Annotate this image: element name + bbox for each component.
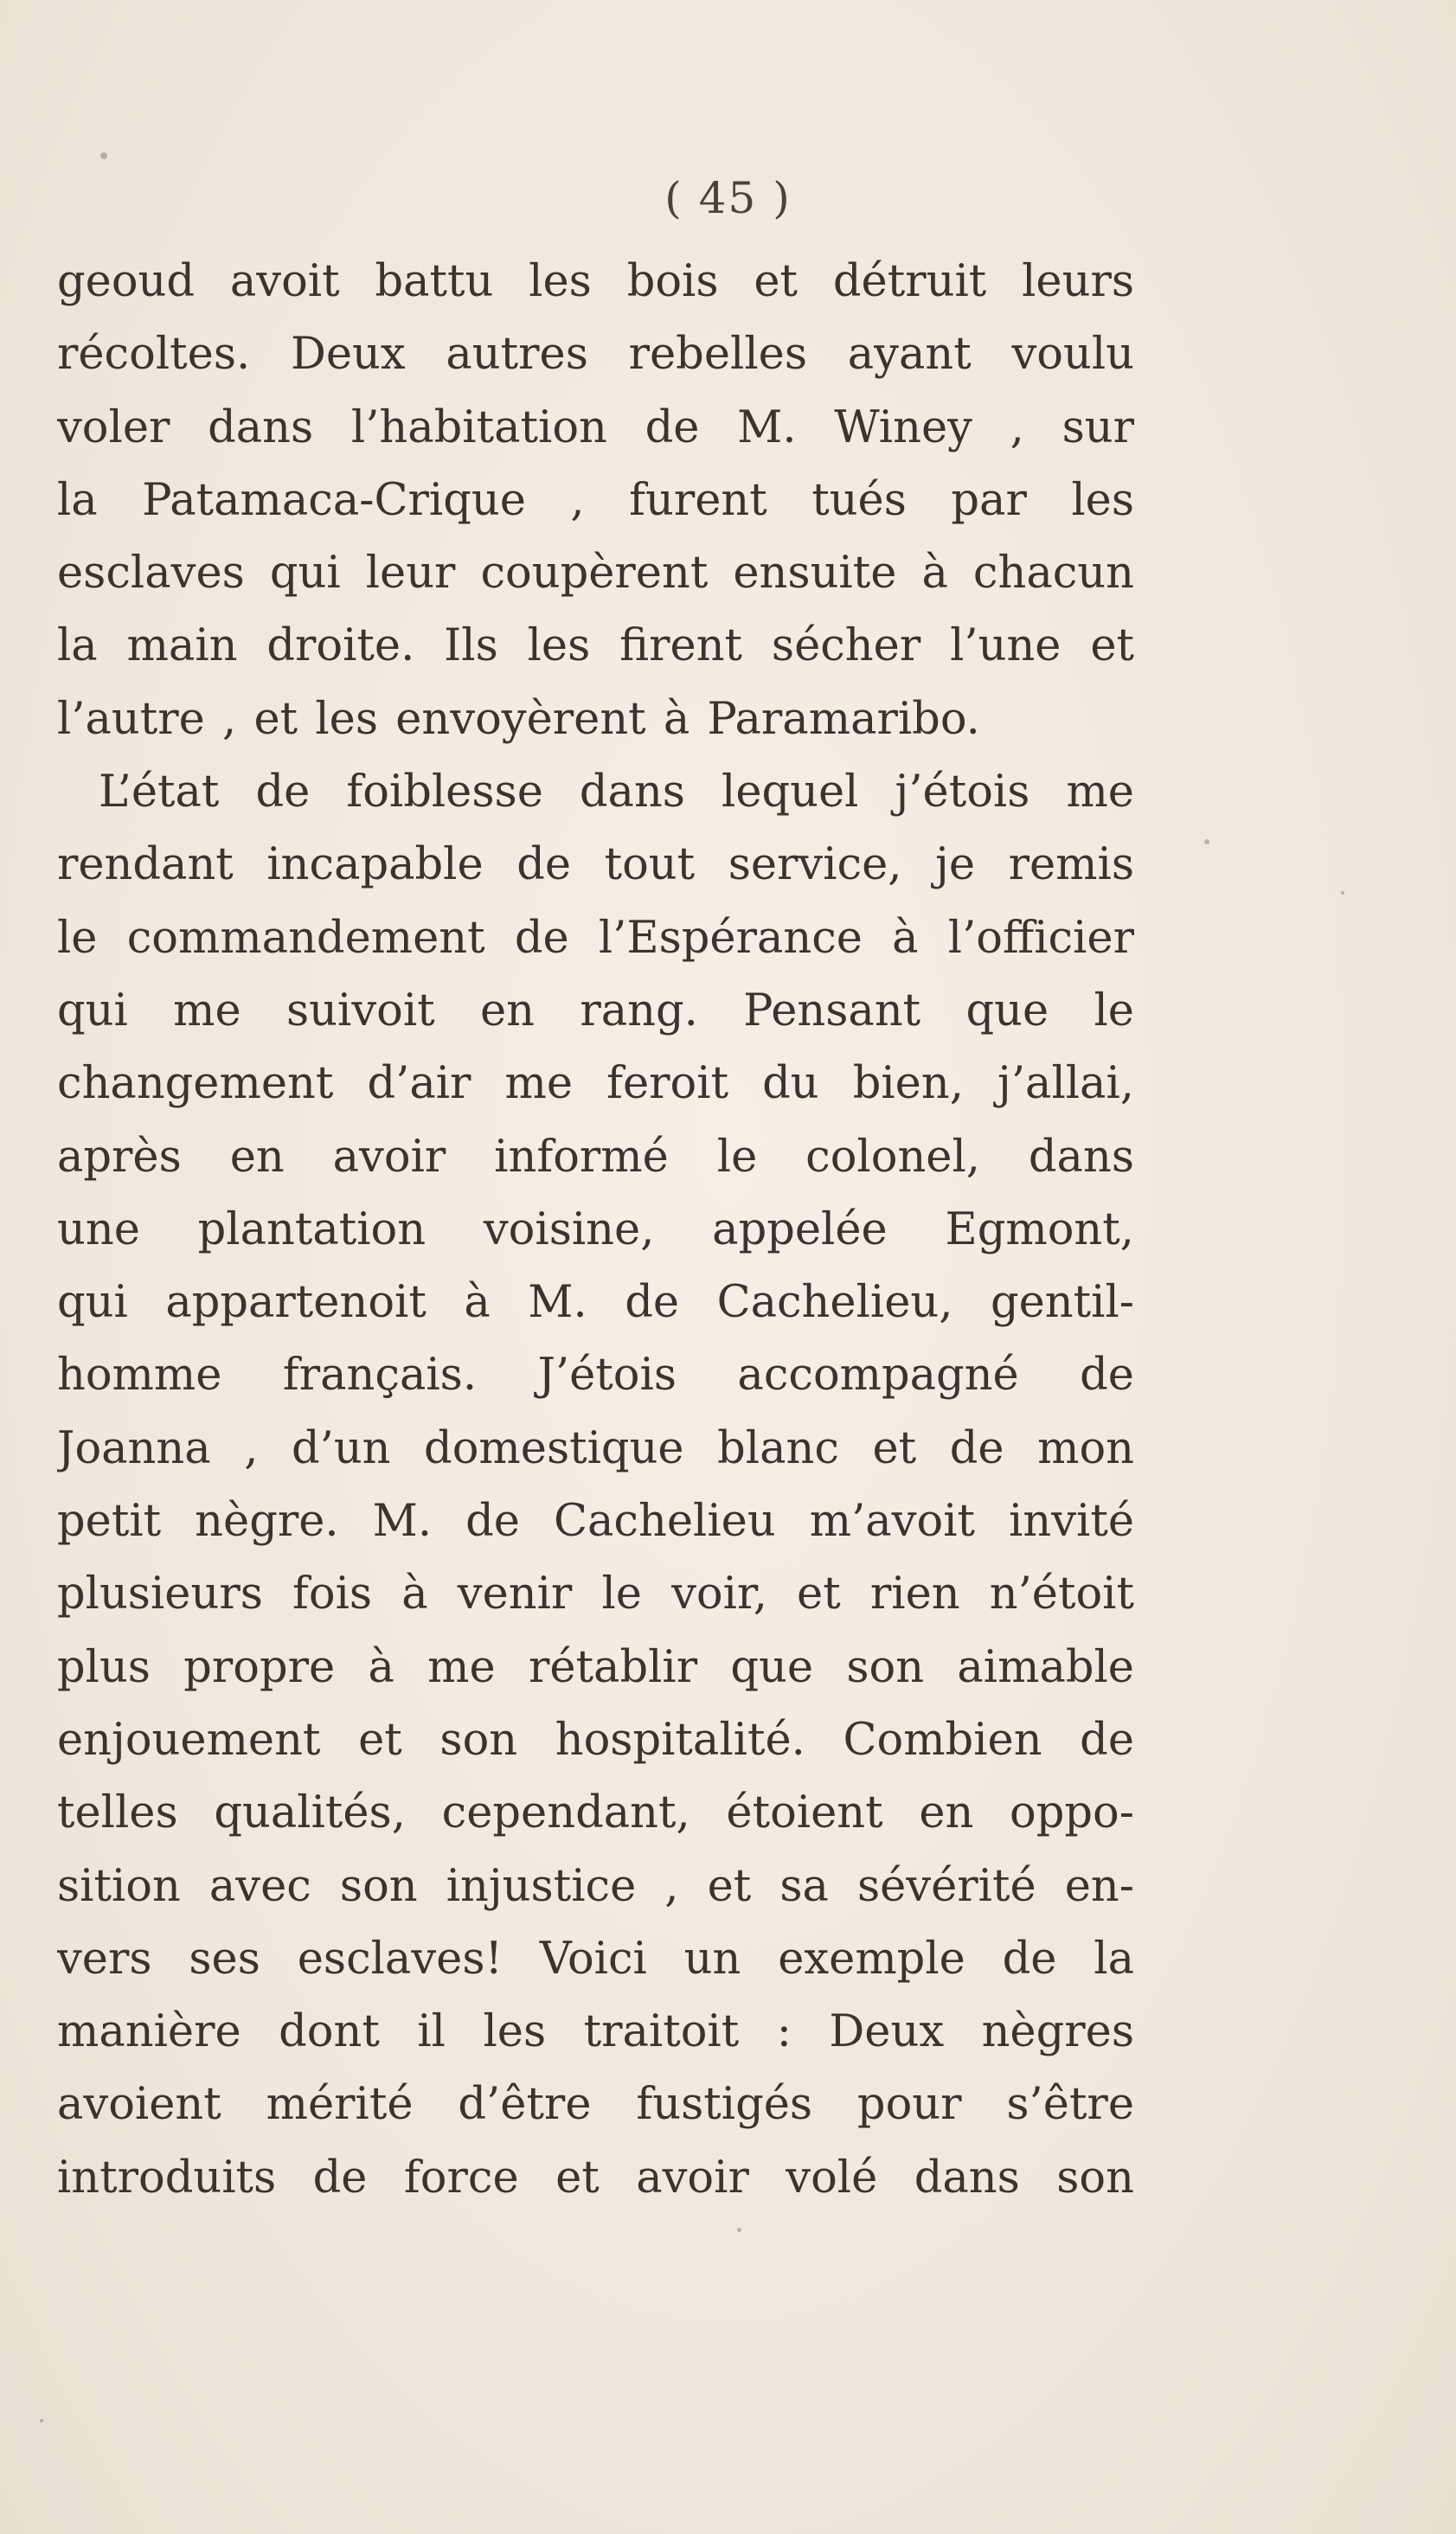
page-number: ( 45 ) (664, 173, 792, 223)
text-line: avoient mérité d’être fustigés pour s’être (57, 2079, 1134, 2131)
text-line: rendant incapable de tout service, je remis (57, 839, 1134, 891)
text-line: qui appartenoit à M. de Cachelieu, gentil- (57, 1277, 1134, 1329)
text-line: introduits de force et avoir volé dans son (57, 2152, 1134, 2204)
paper-speck (40, 2419, 43, 2422)
text-line: L’état de foiblesse dans lequel j’étois me (99, 767, 1134, 818)
text-line: Joanna , d’un domestique blanc et de mon (57, 1422, 1134, 1474)
text-line: changement d’air me feroit du bien, j’allai, (57, 1058, 1134, 1110)
text-line: vers ses esclaves! Voici un exemple de la (57, 1933, 1134, 1985)
text-line: plusieurs fois à venir le voir, et rien n’étoit (57, 1569, 1134, 1620)
text-line: l’autre , et les envoyèrent à Paramaribo. (57, 693, 980, 745)
text-line: après en avoir informé le colonel, dans (57, 1131, 1134, 1183)
paper-speck (737, 2228, 741, 2232)
text-line: manière dont il les traitoit : Deux nègres (57, 2006, 1134, 2058)
paper-speck (100, 152, 107, 159)
text-line: une plantation voisine, appelée Egmont, (57, 1203, 1134, 1255)
text-line: sition avec son injustice , et sa sévérité en- (57, 1860, 1134, 1912)
text-line: enjouement et son hospitalité. Combien de (57, 1714, 1134, 1766)
text-line: homme français. J’étois accompagné de (57, 1350, 1134, 1402)
text-line: petit nègre. M. de Cachelieu m’avoit invité (57, 1496, 1134, 1548)
paper-speck (1341, 891, 1344, 895)
text-line: la main droite. Ils les firent sécher l’une et (57, 620, 1134, 672)
body-text (57, 246, 1134, 2215)
text-line: qui me suivoit en rang. Pensant que le (57, 985, 1134, 1036)
text-line: voler dans l’habitation de M. Winey , sur (57, 401, 1134, 453)
text-line: esclaves qui leur coupèrent ensuite à chacun (57, 548, 1134, 600)
text-line: la Patamaca-Crique , furent tués par les (57, 474, 1134, 526)
text-line: plus propre à me rétablir que son aimable (57, 1641, 1134, 1693)
text-line: récoltes. Deux autres rebelles ayant voulu (57, 329, 1134, 381)
text-line: telles qualités, cependant, étoient en oppo- (57, 1787, 1134, 1839)
text-line: geoud avoit battu les bois et détruit leurs (57, 256, 1134, 307)
paper-speck (1204, 839, 1209, 844)
text-line: le commandement de l’Espérance à l’officier (57, 912, 1134, 964)
